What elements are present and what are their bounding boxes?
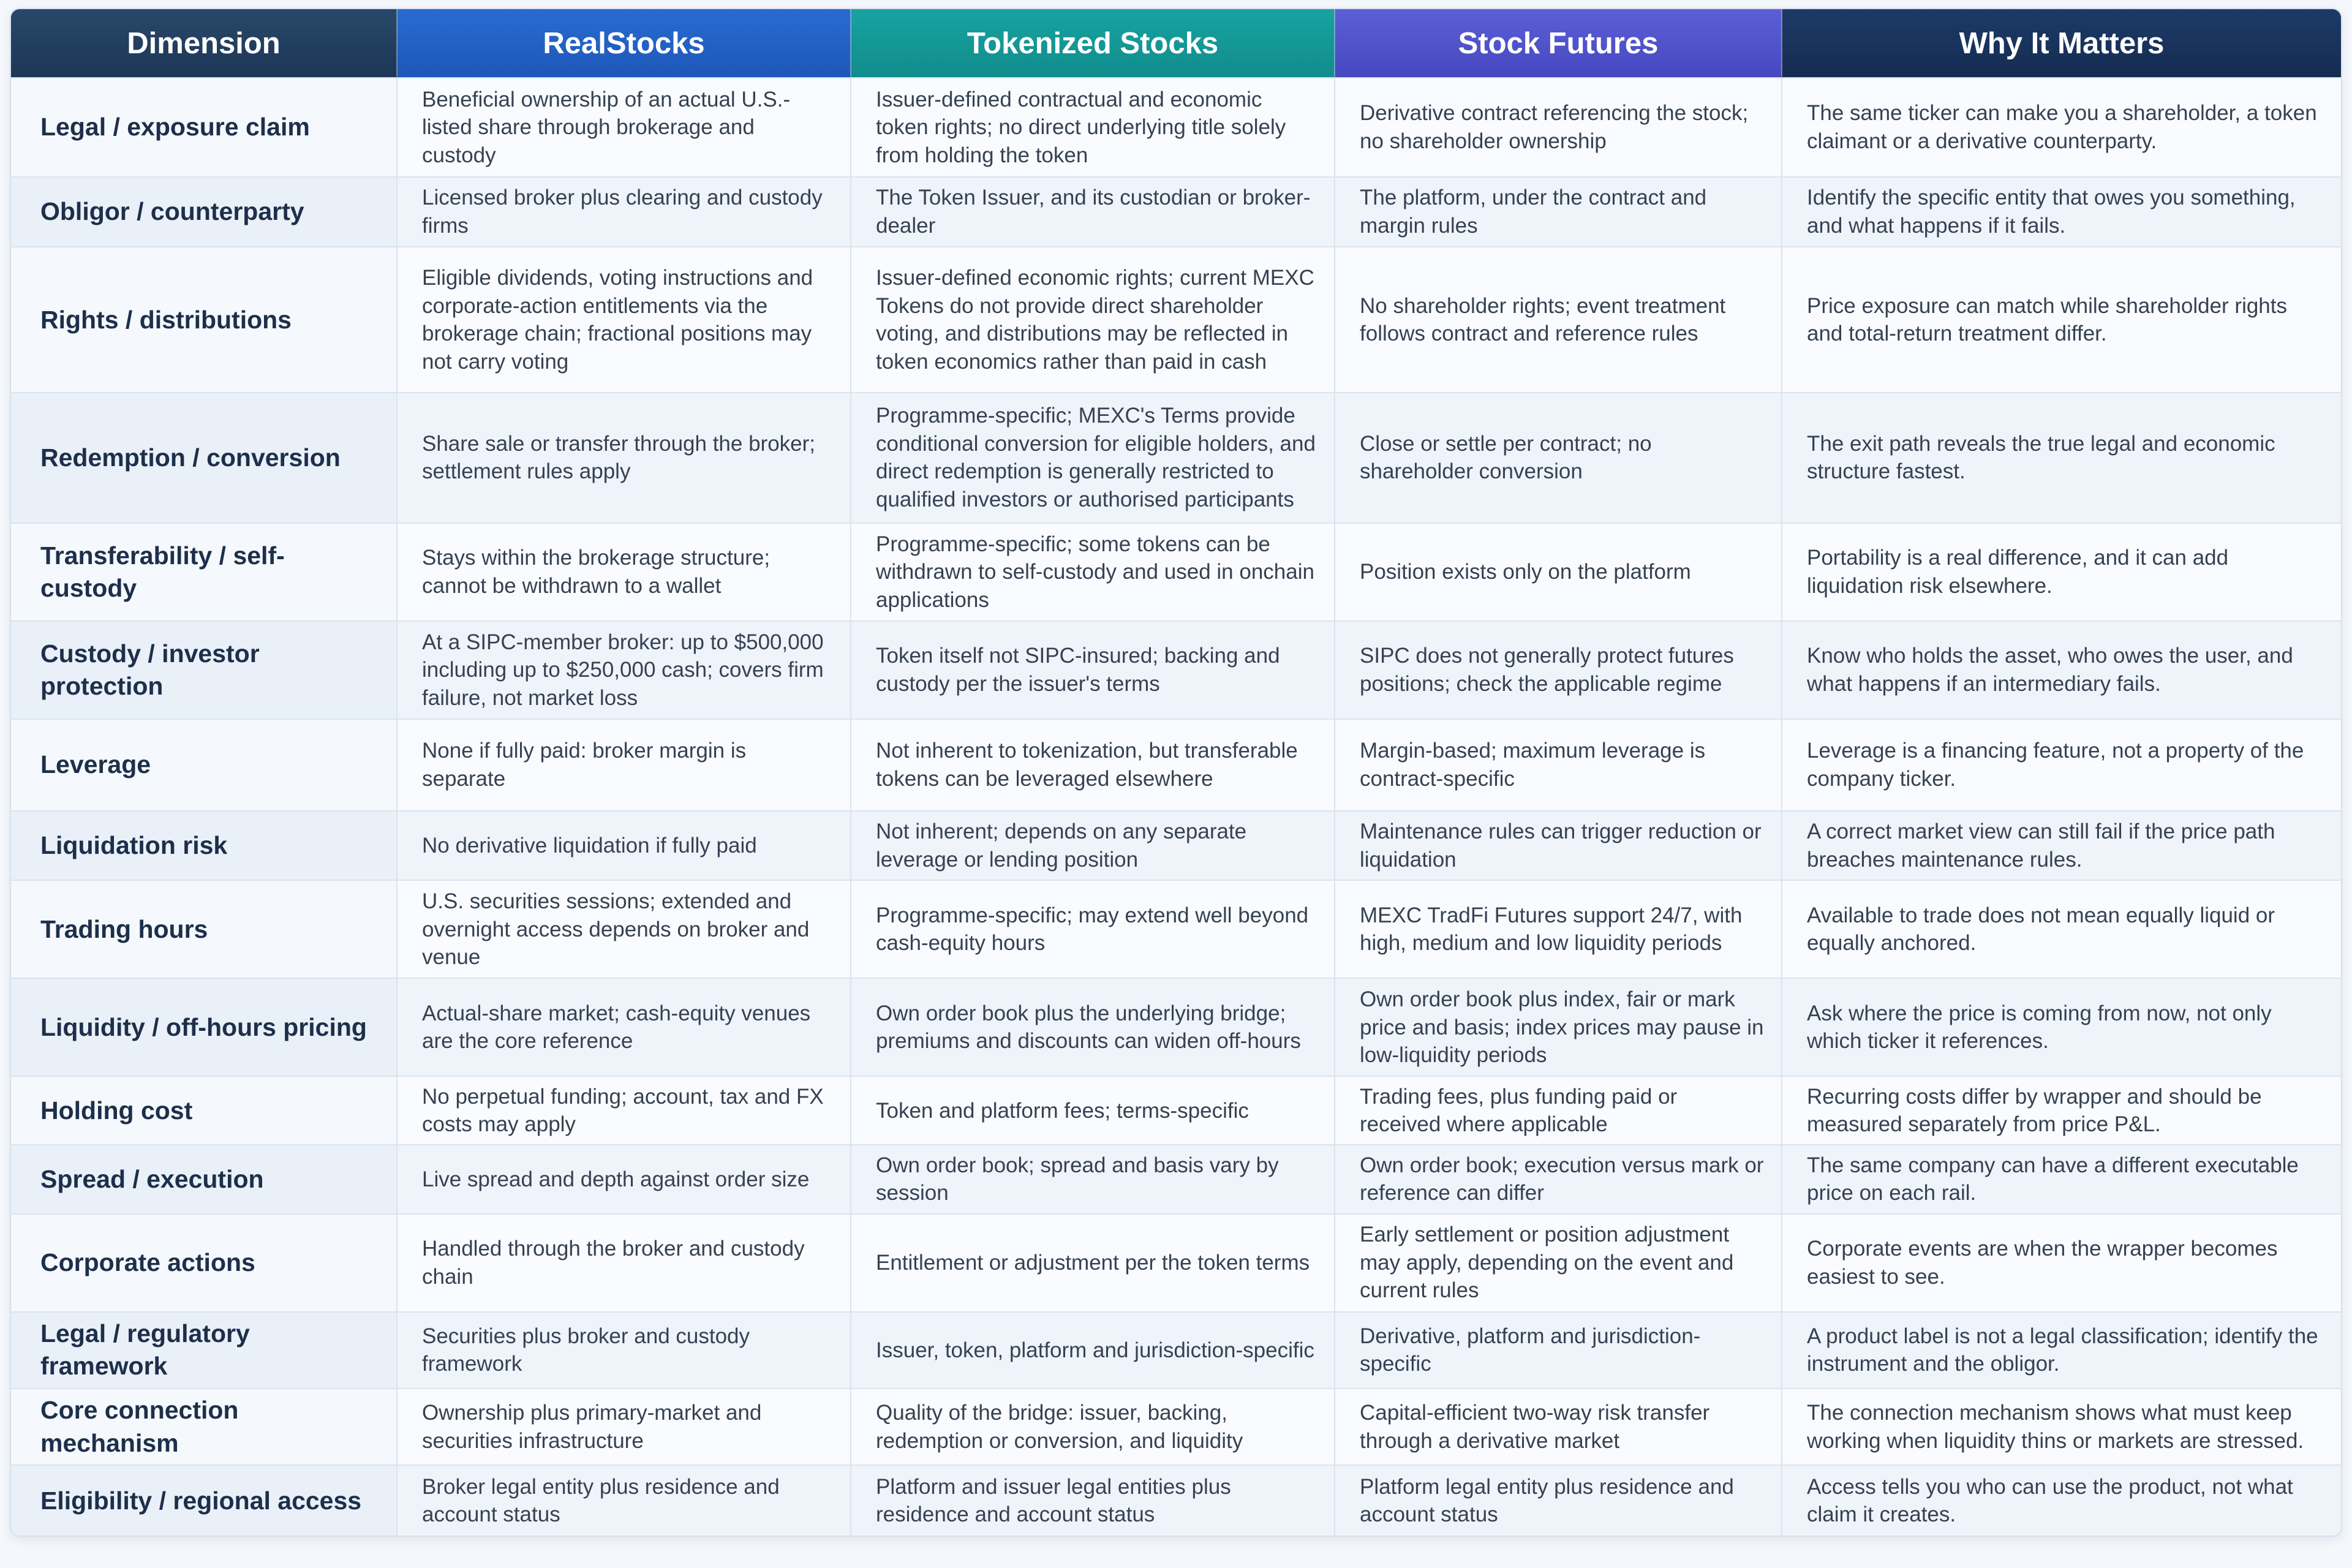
table-row (11, 1465, 2341, 1536)
dimension-cell: Legal / exposure claim (11, 78, 397, 177)
stock-futures-cell: Platform legal entity plus residence and account status (1335, 1465, 1782, 1536)
table-row (11, 78, 2341, 177)
tokenized-stocks-cell: Programme-specific; may extend well beyond cash-equity hours (851, 880, 1335, 978)
why-it-matters-cell: The exit path reveals the true legal and economic structure fastest. (1782, 393, 2341, 523)
stock-futures-cell: Capital-efficient two-way risk transfer through a derivative market (1335, 1389, 1782, 1465)
comparison-table (11, 9, 2341, 1536)
stock-futures-cell: Maintenance rules can trigger reduction or liquidation (1335, 811, 1782, 880)
why-it-matters-cell: The same company can have a different executable price on each rail. (1782, 1145, 2341, 1213)
stock-futures-cell: Derivative contract referencing the stock; no shareholder ownership (1335, 78, 1782, 177)
header-stock-futures: Stock Futures (1335, 9, 1782, 78)
tokenized-stocks-cell: Not inherent to tokenization, but transferable tokens can be leveraged elsewhere (851, 719, 1335, 811)
realstocks-cell: Actual-share market; cash-equity venues are the core reference (397, 978, 851, 1076)
table-row (11, 880, 2341, 978)
why-it-matters-cell: The connection mechanism shows what must keep working when liquidity thins or markets are stressed. (1782, 1389, 2341, 1465)
why-it-matters-cell: The same ticker can make you a shareholder, a token claimant or a derivative counterparty. (1782, 78, 2341, 177)
why-it-matters-cell: Identify the specific entity that owes you something, and what happens if it fails. (1782, 177, 2341, 247)
tokenized-stocks-cell: Programme-specific; MEXC's Terms provide conditional conversion for eligible holders, and direct redemption is generally restricted to qualified investors or authorised participants (851, 393, 1335, 523)
why-it-matters-cell: Leverage is a financing feature, not a property of the company ticker. (1782, 719, 2341, 811)
tokenized-stocks-cell: Issuer-defined contractual and economic token rights; no direct underlying title solely from holding the token (851, 78, 1335, 177)
stock-futures-cell: No shareholder rights; event treatment follows contract and reference rules (1335, 247, 1782, 393)
tokenized-stocks-cell: Entitlement or adjustment per the token terms (851, 1214, 1335, 1312)
table-row (11, 247, 2341, 393)
comparison-table-container (11, 9, 2341, 1536)
why-it-matters-cell: Know who holds the asset, who owes the user, and what happens if an intermediary fails. (1782, 621, 2341, 719)
dimension-cell: Obligor / counterparty (11, 177, 397, 247)
realstocks-cell: Live spread and depth against order size (397, 1145, 851, 1213)
stock-futures-cell: Derivative, platform and jurisdiction-specific (1335, 1312, 1782, 1389)
table-row (11, 719, 2341, 811)
dimension-cell: Legal / regulatory framework (11, 1312, 397, 1389)
why-it-matters-cell: Recurring costs differ by wrapper and should be measured separately from price P&L. (1782, 1076, 2341, 1145)
realstocks-cell: Securities plus broker and custody framework (397, 1312, 851, 1389)
table-row (11, 1389, 2341, 1465)
tokenized-stocks-cell: Programme-specific; some tokens can be withdrawn to self-custody and used in onchain applications (851, 523, 1335, 621)
realstocks-cell: No perpetual funding; account, tax and FX costs may apply (397, 1076, 851, 1145)
dimension-cell: Holding cost (11, 1076, 397, 1145)
table-row (11, 393, 2341, 523)
table-row (11, 523, 2341, 621)
stock-futures-cell: Own order book plus index, fair or mark price and basis; index prices may pause in low-liquidity periods (1335, 978, 1782, 1076)
tokenized-stocks-cell: Token and platform fees; terms-specific (851, 1076, 1335, 1145)
tokenized-stocks-cell: Own order book; spread and basis vary by session (851, 1145, 1335, 1213)
stock-futures-cell: Own order book; execution versus mark or reference can differ (1335, 1145, 1782, 1213)
realstocks-cell: Broker legal entity plus residence and account status (397, 1465, 851, 1536)
table-row (11, 978, 2341, 1076)
realstocks-cell: Share sale or transfer through the broker; settlement rules apply (397, 393, 851, 523)
dimension-cell: Spread / execution (11, 1145, 397, 1213)
table-row (11, 1145, 2341, 1213)
why-it-matters-cell: Access tells you who can use the product, not what claim it creates. (1782, 1465, 2341, 1536)
table-body (11, 78, 2341, 1536)
why-it-matters-cell: Ask where the price is coming from now, not only which ticker it references. (1782, 978, 2341, 1076)
tokenized-stocks-cell: The Token Issuer, and its custodian or broker-dealer (851, 177, 1335, 247)
dimension-cell: Leverage (11, 719, 397, 811)
header-why-it-matters: Why It Matters (1782, 9, 2341, 78)
realstocks-cell: Ownership plus primary-market and securities infrastructure (397, 1389, 851, 1465)
realstocks-cell: Licensed broker plus clearing and custody firms (397, 177, 851, 247)
realstocks-cell: Beneficial ownership of an actual U.S.-listed share through brokerage and custody (397, 78, 851, 177)
tokenized-stocks-cell: Issuer, token, platform and jurisdiction-specific (851, 1312, 1335, 1389)
stock-futures-cell: Position exists only on the platform (1335, 523, 1782, 621)
stock-futures-cell: SIPC does not generally protect futures positions; check the applicable regime (1335, 621, 1782, 719)
table-header (11, 9, 2341, 78)
tokenized-stocks-cell: Own order book plus the underlying bridge; premiums and discounts can widen off-hours (851, 978, 1335, 1076)
dimension-cell: Transferability / self-custody (11, 523, 397, 621)
tokenized-stocks-cell: Quality of the bridge: issuer, backing, redemption or conversion, and liquidity (851, 1389, 1335, 1465)
realstocks-cell: Eligible dividends, voting instructions and corporate-action entitlements via the brokerage chain; fractional positions may not carry voting (397, 247, 851, 393)
header-row (11, 9, 2341, 78)
header-realstocks: RealStocks (397, 9, 851, 78)
dimension-cell: Trading hours (11, 880, 397, 978)
table-row (11, 811, 2341, 880)
why-it-matters-cell: A product label is not a legal classification; identify the instrument and the obligor. (1782, 1312, 2341, 1389)
dimension-cell: Liquidation risk (11, 811, 397, 880)
realstocks-cell: U.S. securities sessions; extended and overnight access depends on broker and venue (397, 880, 851, 978)
stock-futures-cell: Margin-based; maximum leverage is contract-specific (1335, 719, 1782, 811)
dimension-cell: Rights / distributions (11, 247, 397, 393)
dimension-cell: Redemption / conversion (11, 393, 397, 523)
tokenized-stocks-cell: Not inherent; depends on any separate leverage or lending position (851, 811, 1335, 880)
dimension-cell: Liquidity / off-hours pricing (11, 978, 397, 1076)
realstocks-cell: No derivative liquidation if fully paid (397, 811, 851, 880)
realstocks-cell: None if fully paid: broker margin is separate (397, 719, 851, 811)
stock-futures-cell: Close or settle per contract; no shareholder conversion (1335, 393, 1782, 523)
stock-futures-cell: Early settlement or position adjustment may apply, depending on the event and current rules (1335, 1214, 1782, 1312)
header-dimension: Dimension (11, 9, 397, 78)
tokenized-stocks-cell: Issuer-defined economic rights; current MEXC Tokens do not provide direct shareholder voting, and distributions may be reflected in token economics rather than paid in cash (851, 247, 1335, 393)
table-row (11, 621, 2341, 719)
why-it-matters-cell: Available to trade does not mean equally liquid or equally anchored. (1782, 880, 2341, 978)
header-tokenized-stocks: Tokenized Stocks (851, 9, 1335, 78)
realstocks-cell: Stays within the brokerage structure; cannot be withdrawn to a wallet (397, 523, 851, 621)
table-row (11, 177, 2341, 247)
tokenized-stocks-cell: Token itself not SIPC-insured; backing and custody per the issuer's terms (851, 621, 1335, 719)
dimension-cell: Eligibility / regional access (11, 1465, 397, 1536)
stock-futures-cell: The platform, under the contract and margin rules (1335, 177, 1782, 247)
table-row (11, 1076, 2341, 1145)
table-row (11, 1312, 2341, 1389)
why-it-matters-cell: Portability is a real difference, and it can add liquidation risk elsewhere. (1782, 523, 2341, 621)
stock-futures-cell: MEXC TradFi Futures support 24/7, with high, medium and low liquidity periods (1335, 880, 1782, 978)
dimension-cell: Core connection mechanism (11, 1389, 397, 1465)
dimension-cell: Custody / investor protection (11, 621, 397, 719)
stock-futures-cell: Trading fees, plus funding paid or received where applicable (1335, 1076, 1782, 1145)
why-it-matters-cell: A correct market view can still fail if the price path breaches maintenance rules. (1782, 811, 2341, 880)
why-it-matters-cell: Corporate events are when the wrapper becomes easiest to see. (1782, 1214, 2341, 1312)
realstocks-cell: At a SIPC-member broker: up to $500,000 including up to $250,000 cash; covers firm failure, not market loss (397, 621, 851, 719)
why-it-matters-cell: Price exposure can match while shareholder rights and total-return treatment differ. (1782, 247, 2341, 393)
table-row (11, 1214, 2341, 1312)
tokenized-stocks-cell: Platform and issuer legal entities plus residence and account status (851, 1465, 1335, 1536)
realstocks-cell: Handled through the broker and custody chain (397, 1214, 851, 1312)
dimension-cell: Corporate actions (11, 1214, 397, 1312)
